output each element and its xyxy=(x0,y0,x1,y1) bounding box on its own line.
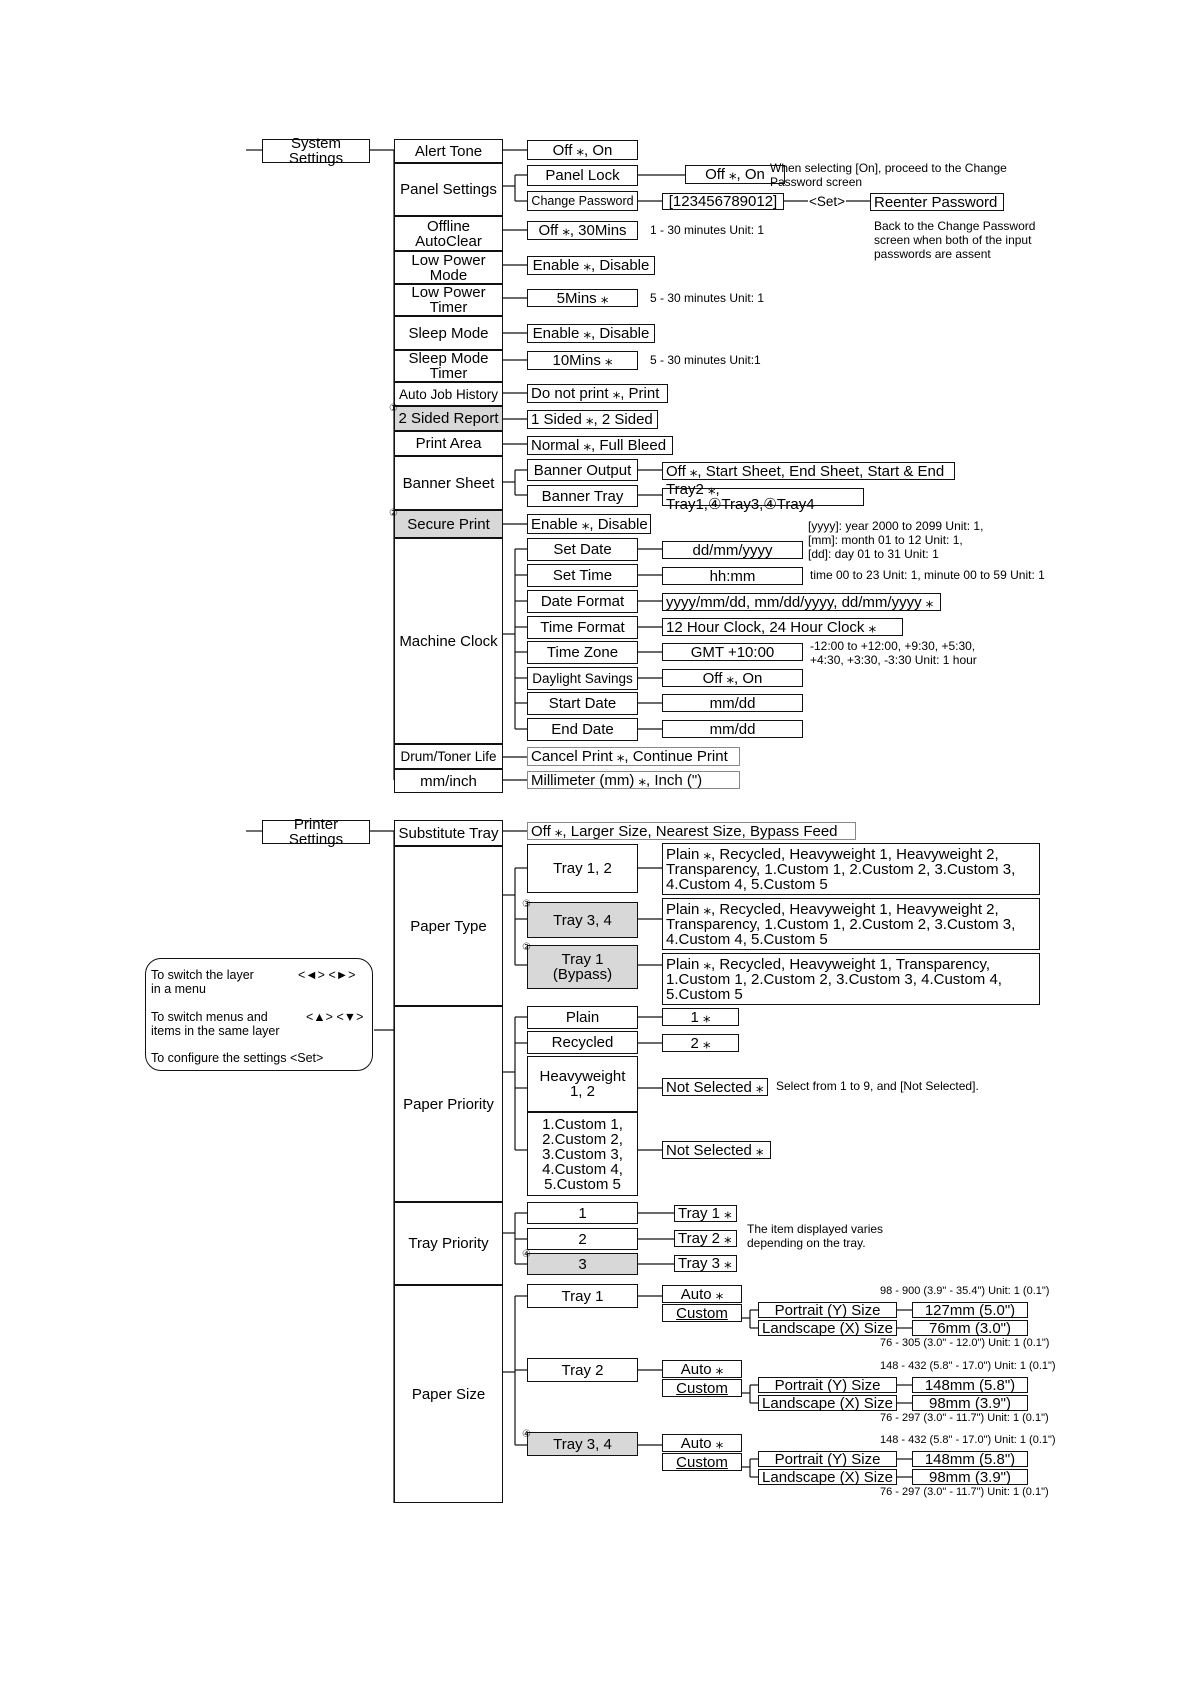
tray-priority-2-value[interactable]: Tray 2 ⁎ xyxy=(674,1230,737,1247)
sleep-mode-timer-note: 5 - 30 minutes Unit:1 xyxy=(650,353,761,367)
paper-type-tray-1-2[interactable]: Tray 1, 2 xyxy=(527,844,638,893)
tray-2-portrait-value[interactable]: 148mm (5.8") xyxy=(912,1377,1028,1393)
tray-1-landscape-range: 76 - 305 (3.0" - 12.0") Unit: 1 (0.1") xyxy=(880,1337,1050,1349)
paper-priority-note: Select from 1 to 9, and [Not Selected]. xyxy=(776,1079,979,1093)
paper-priority-custom[interactable]: 1.Custom 1, 2.Custom 2, 3.Custom 3, 4.Custom 4, 5.Custom 5 xyxy=(527,1112,638,1196)
menu-paper-size[interactable]: Paper Size xyxy=(394,1285,503,1503)
tray-3-4-portrait-size[interactable]: Portrait (Y) Size xyxy=(758,1451,897,1467)
tray-1-landscape-size[interactable]: Landscape (X) Size xyxy=(758,1320,897,1336)
legend-switch-layer-keys: <◄> <►> xyxy=(298,968,356,982)
password-value[interactable]: [123456789012] xyxy=(662,193,784,210)
menu-drum-toner-life[interactable]: Drum/Toner Life xyxy=(394,744,503,769)
paper-size-tray-2-auto[interactable]: Auto ⁎ xyxy=(662,1360,742,1378)
menu-paper-type[interactable]: Paper Type xyxy=(394,846,503,1006)
paper-type-tray-3-4[interactable]: Tray 3, 4 xyxy=(527,902,638,938)
low-power-mode-options[interactable]: Enable ⁎, Disable xyxy=(527,256,655,275)
paper-size-tray-1-custom[interactable] xyxy=(662,1304,742,1322)
paper-size-tray-2[interactable]: Tray 2 xyxy=(527,1358,638,1382)
footnote-marker: ② xyxy=(522,942,531,953)
menu-offline-autoclear[interactable]: Offline AutoClear xyxy=(394,216,503,251)
tray-2-portrait-size[interactable]: Portrait (Y) Size xyxy=(758,1377,897,1393)
tray-1-portrait-range: 98 - 900 (3.9" - 35.4") Unit: 1 (0.1") xyxy=(880,1285,1050,1297)
tray-priority-note: The item displayed varies depending on the tray. xyxy=(747,1222,884,1250)
menu-tray-priority[interactable]: Tray Priority xyxy=(394,1202,503,1285)
submenu-date-format[interactable]: Date Format xyxy=(527,590,638,613)
time-format-options[interactable]: 12 Hour Clock, 24 Hour Clock ⁎ xyxy=(662,618,903,636)
tray-2-landscape-value[interactable]: 98mm (3.9") xyxy=(912,1395,1028,1411)
paper-priority-recycled-value[interactable]: 2 ⁎ xyxy=(662,1034,739,1052)
menu-secure-print[interactable]: Secure Print xyxy=(394,510,503,538)
paper-size-tray-1[interactable]: Tray 1 xyxy=(527,1284,638,1308)
paper-type-options-bypass[interactable]: Plain ⁎, Recycled, Heavyweight 1, Transparency, 1.Custom 1, 2.Custom 2, 3.Custom 3, 4.Custom 4, 5.Custom 5 xyxy=(662,953,1040,1005)
submenu-end-date[interactable]: End Date xyxy=(527,718,638,741)
submenu-banner-output[interactable]: Banner Output xyxy=(527,459,638,481)
panel-lock-note: When selecting [On], proceed to the Change Password screen xyxy=(770,161,1007,189)
tray-2-portrait-range: 148 - 432 (5.8" - 17.0") Unit: 1 (0.1") xyxy=(880,1360,1056,1372)
menu-auto-job-history[interactable]: Auto Job History xyxy=(394,382,503,406)
paper-priority-plain[interactable]: Plain xyxy=(527,1006,638,1029)
banner-tray-options[interactable] xyxy=(662,481,864,513)
paper-size-tray-3-4-auto[interactable]: Auto ⁎ xyxy=(662,1434,742,1452)
submenu-panel-lock[interactable]: Panel Lock xyxy=(527,165,638,186)
paper-priority-heavyweight-value[interactable]: Not Selected ⁎ xyxy=(662,1078,768,1096)
paper-size-tray-2-custom[interactable] xyxy=(662,1379,742,1397)
legend-switch-menus-keys: <▲> <▼> xyxy=(306,1010,364,1024)
tray-3-4-portrait-range: 148 - 432 (5.8" - 17.0") Unit: 1 (0.1") xyxy=(880,1434,1056,1446)
printer-settings-root[interactable]: Printer Settings xyxy=(262,820,370,844)
offline-autoclear-options[interactable]: Off ⁎, 30Mins xyxy=(527,221,638,240)
paper-priority-plain-value[interactable]: 1 ⁎ xyxy=(662,1008,739,1026)
paper-type-tray-1-bypass[interactable]: Tray 1 (Bypass) xyxy=(527,945,638,989)
sleep-mode-options[interactable]: Enable ⁎, Disable xyxy=(527,324,655,343)
footnote-marker: ① xyxy=(389,403,398,414)
drum-toner-life-options[interactable]: Cancel Print ⁎, Continue Print xyxy=(527,747,740,766)
footnote-marker: ③ xyxy=(522,899,531,910)
menu-print-area[interactable]: Print Area xyxy=(394,431,503,456)
end-date-value[interactable]: mm/dd xyxy=(662,720,803,738)
menu-mm-inch[interactable]: mm/inch xyxy=(394,769,503,793)
offline-autoclear-note: 1 - 30 minutes Unit: 1 xyxy=(650,223,765,237)
menu-sleep-mode-timer[interactable]: Sleep Mode Timer xyxy=(394,350,503,382)
custom-label: Custom xyxy=(676,1453,728,1471)
footnote-marker: ④ xyxy=(522,1429,531,1440)
daylight-savings-options[interactable]: Off ⁎, On xyxy=(662,669,803,687)
banner-output-options[interactable]: Off ⁎, Start Sheet, End Sheet, Start & End xyxy=(662,462,955,480)
paper-priority-heavyweight[interactable]: Heavyweight 1, 2 xyxy=(527,1056,638,1112)
sleep-mode-timer-value[interactable]: 10Mins ⁎ xyxy=(527,351,638,370)
tray-3-4-landscape-value[interactable]: 98mm (3.9") xyxy=(912,1469,1028,1485)
tray-2-landscape-range: 76 - 297 (3.0" - 11.7") Unit: 1 (0.1") xyxy=(880,1412,1049,1424)
print-area-options[interactable]: Normal ⁎, Full Bleed xyxy=(527,436,673,455)
tray-2-landscape-size[interactable]: Landscape (X) Size xyxy=(758,1395,897,1411)
submenu-change-password[interactable]: Change Password xyxy=(527,191,638,211)
paper-size-tray-3-4[interactable]: Tray 3, 4 xyxy=(527,1432,638,1456)
paper-type-options-tray-1-2[interactable]: Plain ⁎, Recycled, Heavyweight 1, Heavyweight 2, Transparency, 1.Custom 1, 2.Custom 2, 3.Custom 3, 4.Custom 4, 5.Custom 5 xyxy=(662,843,1040,895)
menu-substitute-tray[interactable]: Substitute Tray xyxy=(394,820,503,846)
alert-tone-options[interactable]: Off ⁎, On xyxy=(527,140,638,160)
set-time-note: time 00 to 23 Unit: 1, minute 00 to 59 Unit: 1 xyxy=(810,568,1045,582)
custom-label: Custom xyxy=(676,1304,728,1322)
menu-alert-tone[interactable]: Alert Tone xyxy=(394,139,503,163)
set-key-label: <Set> xyxy=(808,194,846,209)
tray-priority-1-value[interactable]: Tray 1 ⁎ xyxy=(674,1205,737,1222)
menu-paper-priority[interactable]: Paper Priority xyxy=(394,1006,503,1202)
paper-size-tray-3-4-custom[interactable] xyxy=(662,1453,742,1471)
tray-1-portrait-value[interactable]: 127mm (5.0") xyxy=(912,1302,1028,1318)
two-sided-report-options[interactable]: 1 Sided ⁎, 2 Sided xyxy=(527,410,658,429)
custom-label: Custom xyxy=(676,1379,728,1397)
reenter-password-box[interactable]: Reenter Password xyxy=(870,193,1004,211)
menu-2-sided-report[interactable]: 2 Sided Report xyxy=(394,406,503,431)
menu-low-power-timer[interactable]: Low Power Timer xyxy=(394,284,503,316)
auto-job-history-options[interactable]: Do not print ⁎, Print xyxy=(527,384,668,403)
low-power-timer-note: 5 - 30 minutes Unit: 1 xyxy=(650,291,765,305)
tray-priority-2[interactable]: 2 xyxy=(527,1228,638,1250)
legend-switch-layer: To switch the layer in a menu xyxy=(151,968,254,996)
tray-1-landscape-value[interactable]: 76mm (3.0") xyxy=(912,1320,1028,1336)
submenu-time-format[interactable]: Time Format xyxy=(527,616,638,639)
mm-inch-options[interactable]: Millimeter (mm) ⁎, Inch (") xyxy=(527,771,740,789)
menu-sleep-mode[interactable]: Sleep Mode xyxy=(394,316,503,350)
set-date-note: [yyyy]: year 2000 to 2099 Unit: 1, [mm]: month 01 to 12 Unit: 1, [dd]: day 01 to 31 Unit: 1 xyxy=(808,519,984,561)
paper-type-options-tray-3-4[interactable]: Plain ⁎, Recycled, Heavyweight 1, Heavyweight 2, Transparency, 1.Custom 1, 2.Custom 2, 3.Custom 3, 4.Custom 4, 5.Custom 5 xyxy=(662,898,1040,950)
time-zone-note: -12:00 to +12:00, +9:30, +5:30, +4:30, +3:30, -3:30 Unit: 1 hour xyxy=(810,639,977,667)
paper-priority-custom-value[interactable]: Not Selected ⁎ xyxy=(662,1141,771,1159)
submenu-banner-tray[interactable]: Banner Tray xyxy=(527,485,638,507)
system-settings-root[interactable]: System Settings xyxy=(262,139,370,163)
panel-lock-options[interactable]: Off ⁎, On xyxy=(685,165,785,184)
date-format-options[interactable]: yyyy/mm/dd, mm/dd/yyyy, dd/mm/yyyy ⁎ xyxy=(662,593,941,611)
footnote-marker: ④ xyxy=(522,1249,531,1260)
low-power-timer-value[interactable]: 5Mins ⁎ xyxy=(527,289,638,307)
tray-priority-3-value[interactable]: Tray 3 ⁎ xyxy=(674,1255,737,1272)
substitute-tray-options[interactable]: Off ⁎, Larger Size, Nearest Size, Bypass Feed xyxy=(527,822,856,840)
tray-3-4-portrait-value[interactable]: 148mm (5.8") xyxy=(912,1451,1028,1467)
tray-3-4-landscape-size[interactable]: Landscape (X) Size xyxy=(758,1469,897,1485)
legend-configure: To configure the settings <Set> xyxy=(151,1051,324,1065)
menu-machine-clock[interactable]: Machine Clock xyxy=(394,538,503,744)
tray-3-4-landscape-range: 76 - 297 (3.0" - 11.7") Unit: 1 (0.1") xyxy=(880,1486,1049,1498)
key-legend xyxy=(145,958,373,1071)
set-date-value[interactable]: dd/mm/yyyy xyxy=(662,541,803,559)
start-date-value[interactable]: mm/dd xyxy=(662,694,803,712)
submenu-set-time[interactable]: Set Time xyxy=(527,564,638,587)
footnote-marker: ② xyxy=(389,508,398,519)
submenu-set-date[interactable]: Set Date xyxy=(527,538,638,561)
set-time-value[interactable]: hh:mm xyxy=(662,567,803,585)
reenter-password-note: Back to the Change Password screen when both of the input passwords are assent xyxy=(874,219,1036,261)
tray-1-portrait-size[interactable]: Portrait (Y) Size xyxy=(758,1302,897,1318)
paper-size-tray-1-auto[interactable]: Auto ⁎ xyxy=(662,1285,742,1303)
submenu-daylight-savings[interactable]: Daylight Savings xyxy=(527,667,638,690)
paper-priority-recycled[interactable]: Recycled xyxy=(527,1031,638,1054)
banner-tray-options-text: Tray2 ⁎, Tray1,④Tray3,④Tray4 xyxy=(666,481,815,513)
menu-low-power-mode[interactable]: Low Power Mode xyxy=(394,251,503,284)
secure-print-options[interactable]: Enable ⁎, Disable xyxy=(527,514,651,534)
submenu-time-zone[interactable]: Time Zone xyxy=(527,641,638,664)
legend-switch-menus: To switch menus and items in the same layer xyxy=(151,1010,280,1038)
submenu-start-date[interactable]: Start Date xyxy=(527,692,638,715)
tray-priority-1[interactable]: 1 xyxy=(527,1202,638,1224)
tray-priority-3[interactable]: 3 xyxy=(527,1253,638,1275)
menu-panel-settings[interactable]: Panel Settings xyxy=(394,163,503,216)
menu-banner-sheet[interactable]: Banner Sheet xyxy=(394,456,503,510)
time-zone-value[interactable]: GMT +10:00 xyxy=(662,643,803,661)
